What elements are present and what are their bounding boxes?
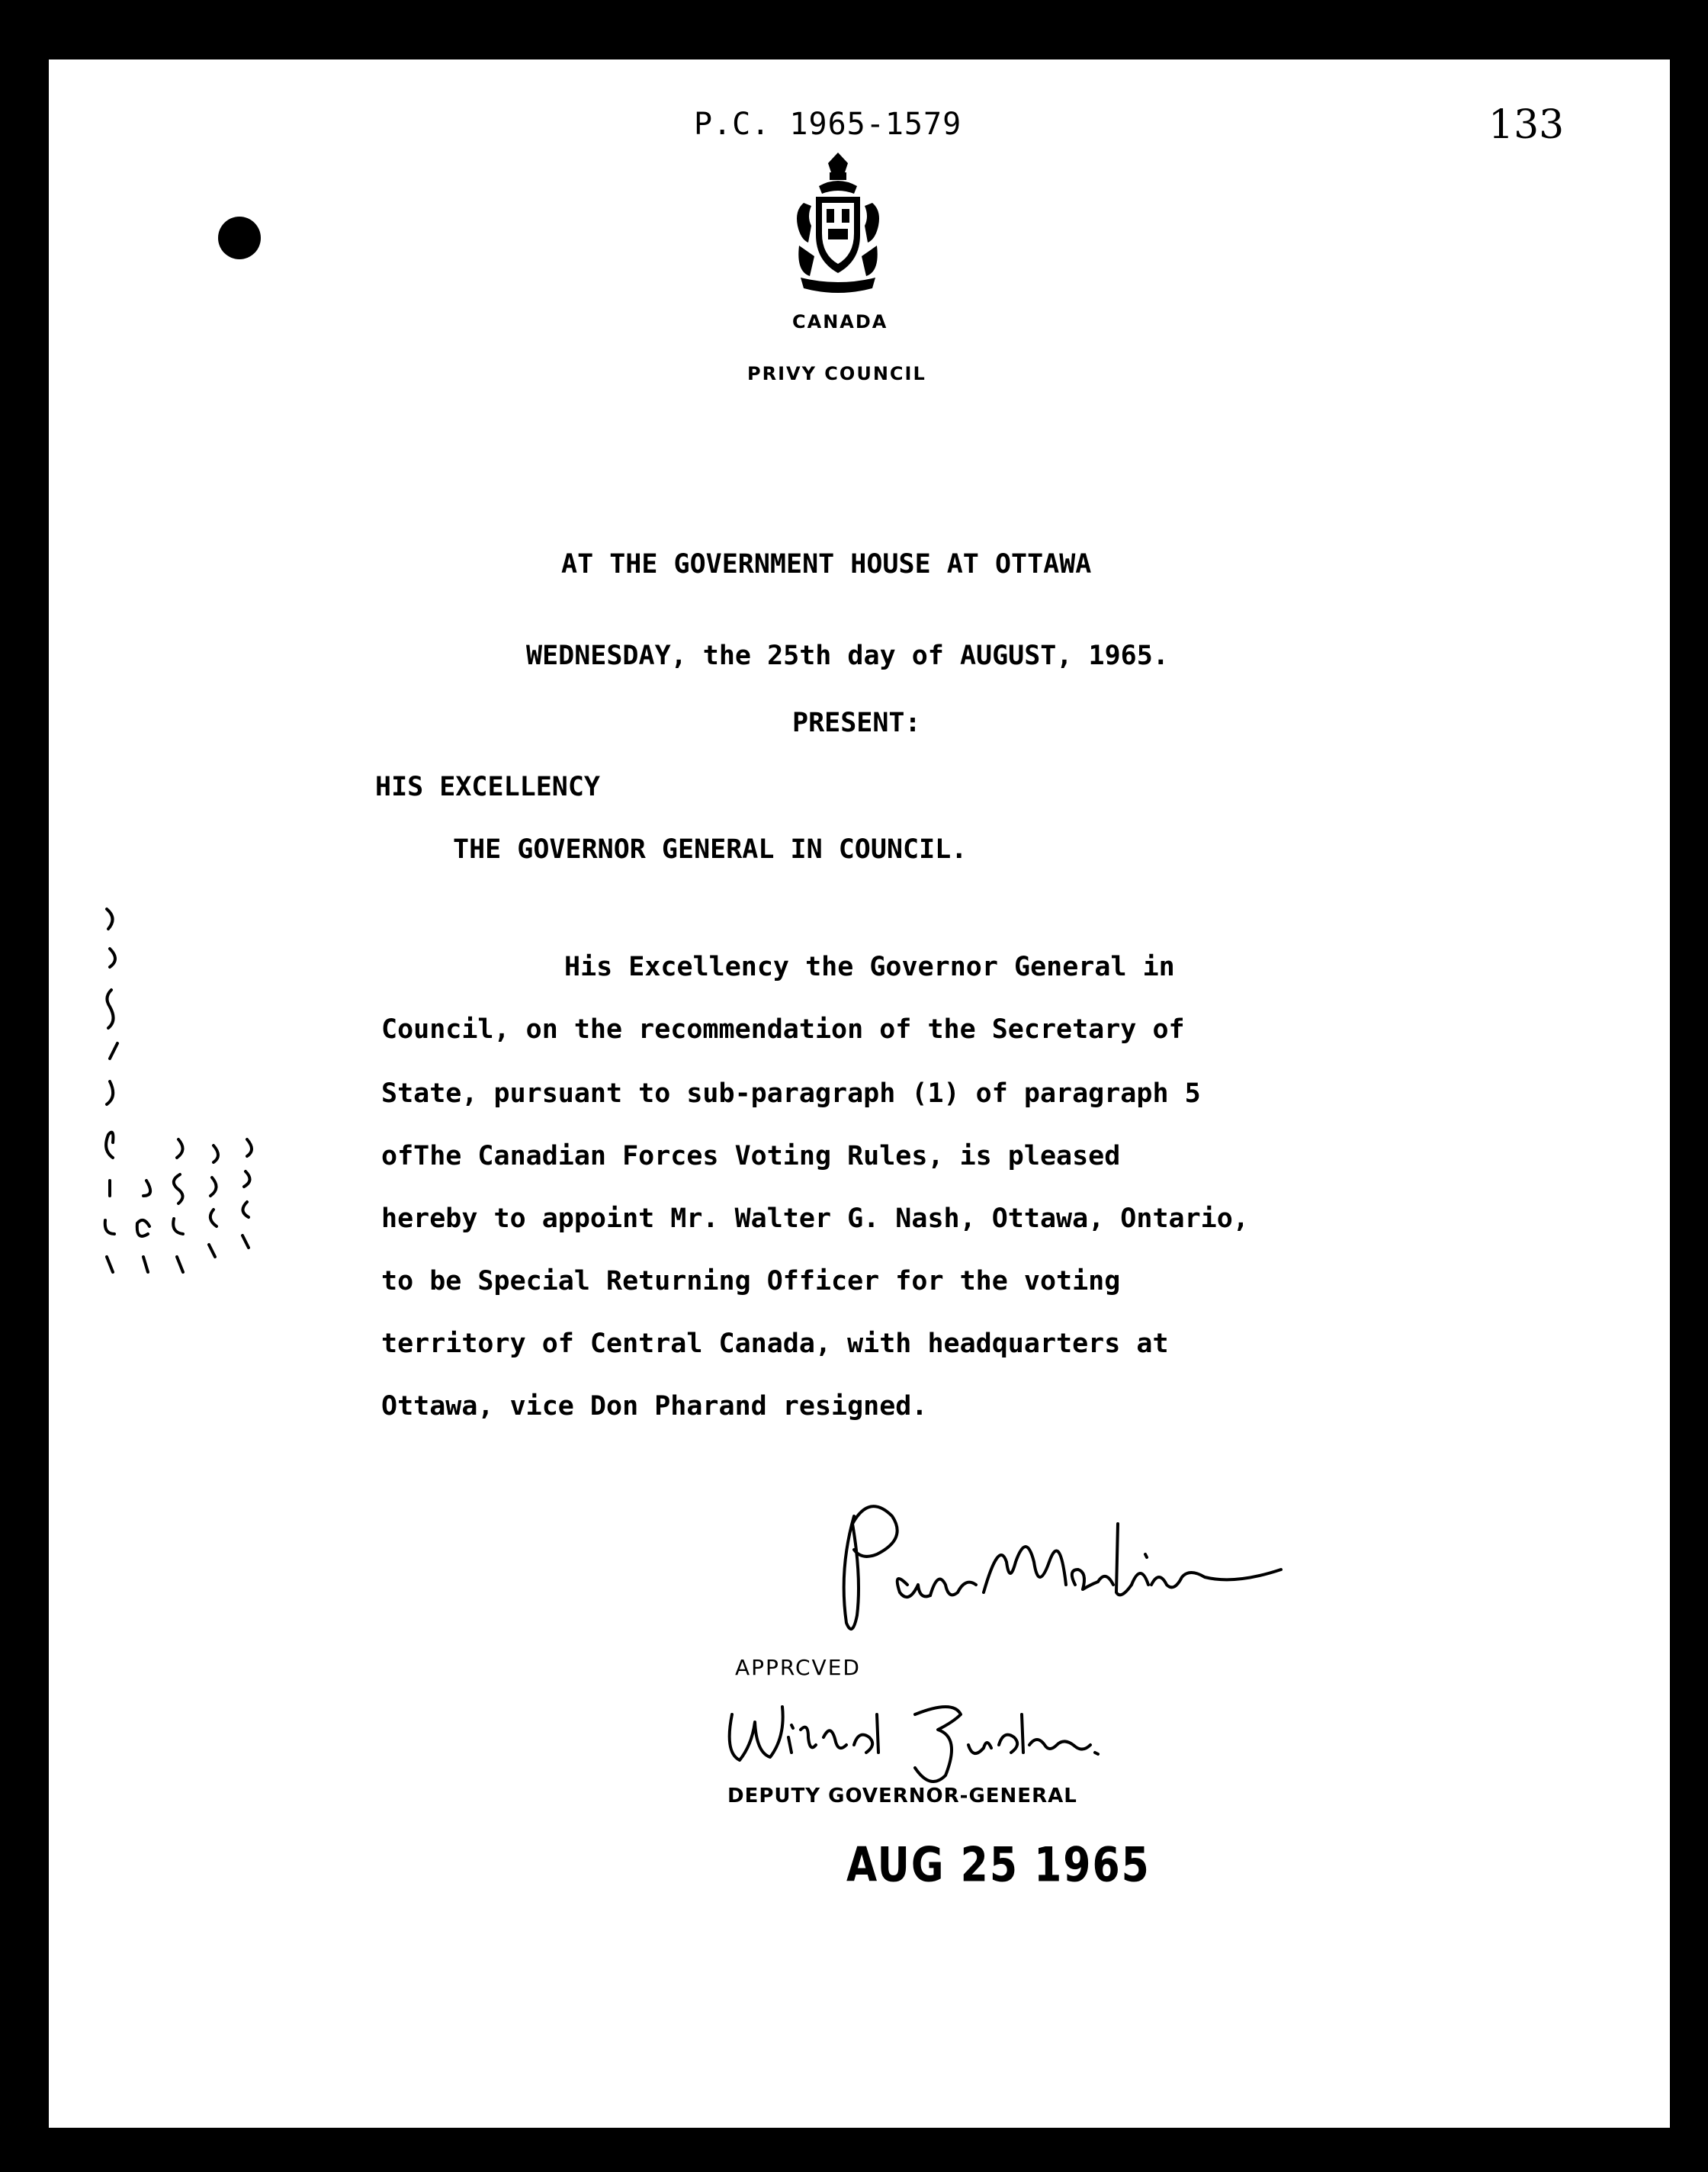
deputy-signature: [709, 1692, 1136, 1783]
council-label: PRIVY COUNCIL: [747, 363, 926, 384]
minister-signature: [824, 1470, 1403, 1646]
approved-label: APPRCVED: [735, 1655, 861, 1680]
addressee-line-1: HIS EXCELLENCY: [375, 772, 601, 802]
document-page: [49, 59, 1670, 2128]
addressee-line-2: THE GOVERNOR GENERAL IN COUNCIL.: [453, 834, 968, 865]
body-line: Council, on the recommendation of the Secretary of: [381, 1014, 1185, 1045]
location-heading: AT THE GOVERNMENT HOUSE AT OTTAWA: [561, 549, 1092, 580]
deputy-title: DEPUTY GOVERNOR-GENERAL: [727, 1785, 1077, 1807]
body-line: to be Special Returning Officer for the voting: [381, 1266, 1121, 1296]
punch-hole: [218, 217, 261, 259]
body-line: ofThe Canadian Forces Voting Rules, is pleased: [381, 1141, 1121, 1171]
handwritten-margin-note: [87, 876, 262, 1303]
body-line: territory of Central Canada, with headquarters at: [381, 1329, 1169, 1359]
order-number: P.C. 1965-1579: [694, 107, 962, 142]
present-heading: PRESENT:: [792, 708, 921, 738]
date-stamp: AUG 25 1965: [846, 1838, 1151, 1893]
body-line: hereby to appoint Mr. Walter G. Nash, Ottawa, Ontario,: [381, 1203, 1249, 1234]
page-number: 133: [1488, 102, 1565, 148]
country-label: CANADA: [792, 311, 888, 333]
date-line: WEDNESDAY, the 25th day of AUGUST, 1965.: [526, 641, 1169, 671]
body-line: His Excellency the Governor General in: [564, 952, 1175, 982]
body-line: State, pursuant to sub-paragraph (1) of paragraph 5: [381, 1078, 1201, 1109]
body-line: Ottawa, vice Don Pharand resigned.: [381, 1391, 928, 1422]
